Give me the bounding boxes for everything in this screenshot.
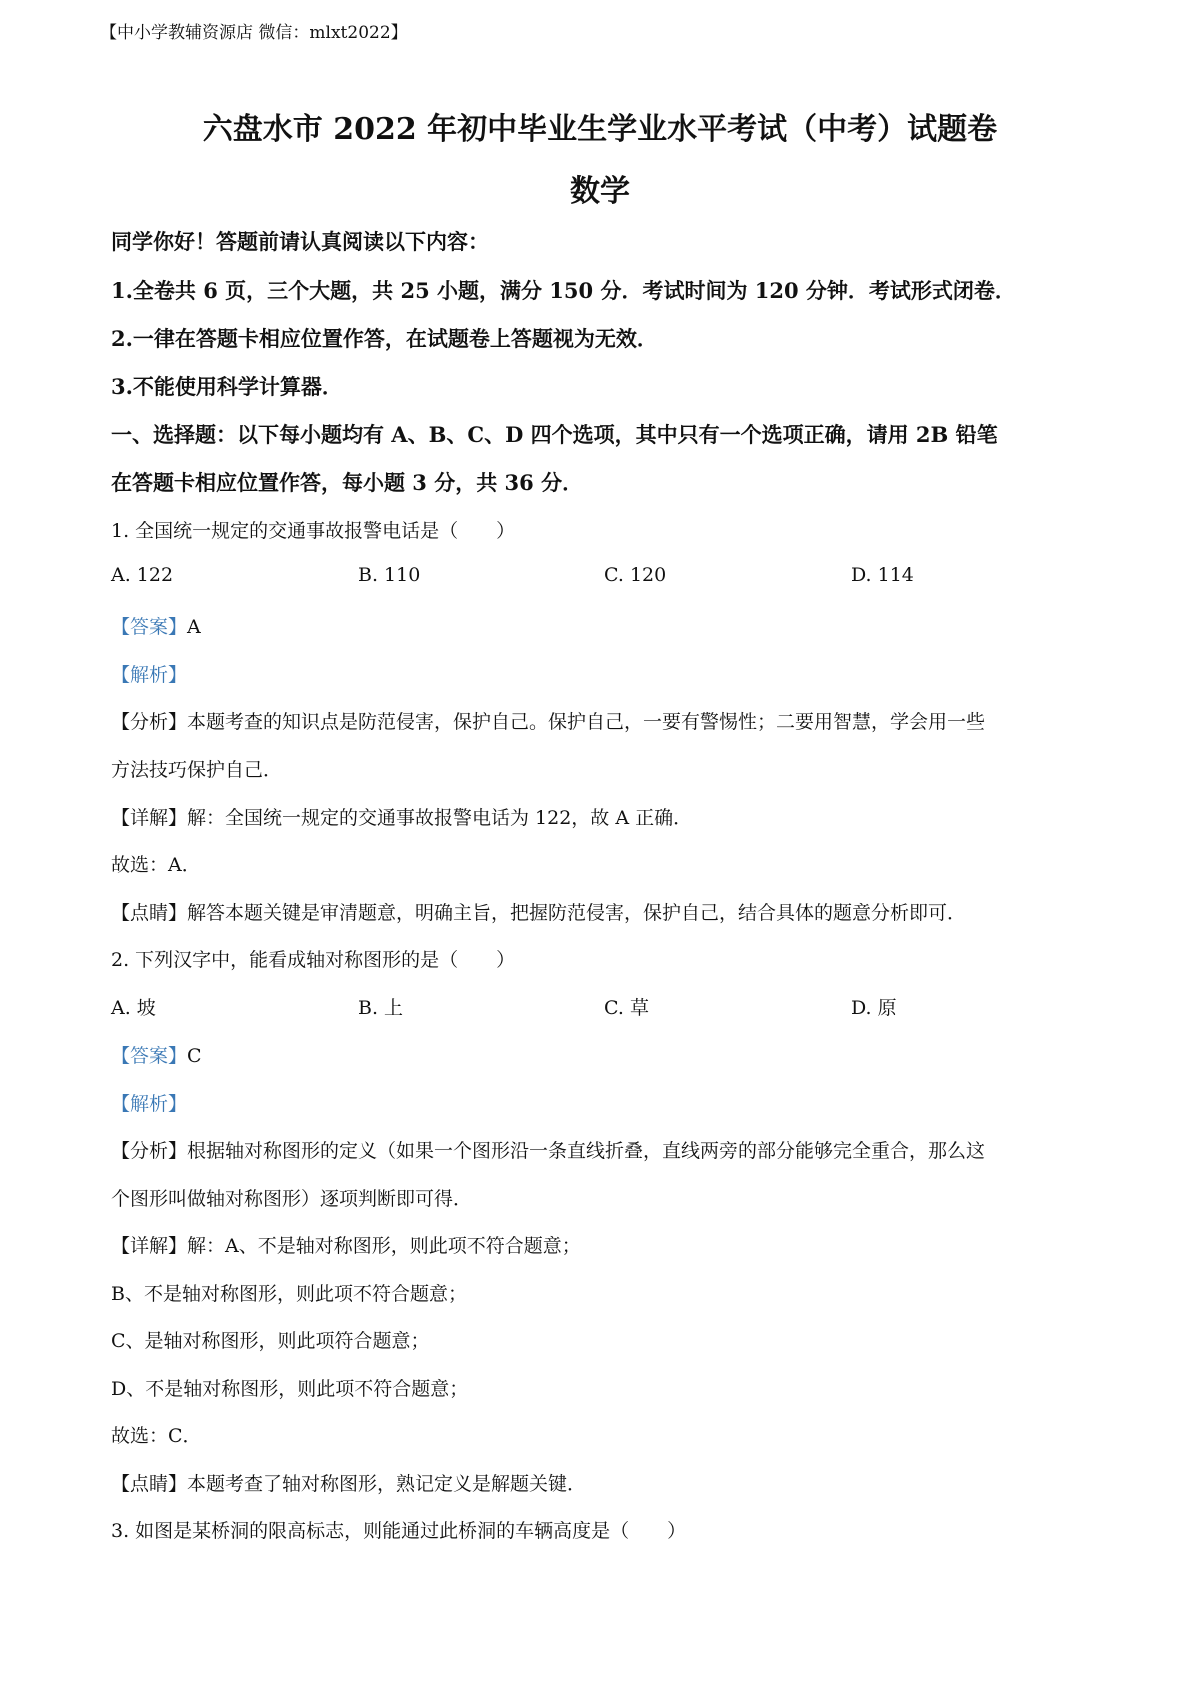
q1-option-d: D. 114 — [851, 564, 914, 586]
q1-option-c: C. 120 — [604, 564, 667, 586]
q3-stem: 3. 如图是某桥洞的限高标志，则能通过此桥洞的车辆高度是（ ） — [111, 1520, 687, 1542]
q1-option-b: B. 110 — [358, 564, 421, 586]
section1-heading-line2: 在答题卡相应位置作答，每小题 3 分，共 36 分． — [111, 470, 584, 495]
q2-dianjing: 【点睛】本题考查了轴对称图形，熟记定义是解题关键． — [111, 1473, 587, 1495]
instructions-greeting: 同学你好！答题前请认真阅读以下内容： — [111, 229, 489, 254]
q2-fenxi-line2: 个图形叫做轴对称图形）逐项判断即可得． — [111, 1188, 473, 1210]
q1-answer-line — [111, 612, 201, 639]
q2-jiexi-tag: 【解析】 — [111, 1093, 188, 1115]
q1-xiangjie: 【详解】解：全国统一规定的交通事故报警电话为 122，故 A 正确． — [111, 807, 693, 829]
instruction-item-3: 3.不能使用科学计算器． — [111, 374, 343, 399]
q2-option-d: D. 原 — [851, 997, 897, 1019]
q1-fenxi-line2: 方法技巧保护自己． — [111, 759, 283, 781]
q2-line-d: D、不是轴对称图形，则此项不符合题意； — [111, 1378, 469, 1400]
q2-answer-tag: 【答案】 — [111, 1045, 188, 1067]
instruction-item-2: 2.一律在答题卡相应位置作答，在试题卷上答题视为无效． — [111, 326, 658, 351]
q2-fenxi-line1: 【分析】根据轴对称图形的定义（如果一个图形沿一条直线折叠，直线两旁的部分能够完全重合，那么这 — [111, 1140, 986, 1162]
q1-guxuan: 故选：A． — [111, 854, 201, 876]
q2-stem: 2. 下列汉字中，能看成轴对称图形的是（ ） — [111, 949, 516, 971]
q2-line-b: B、不是轴对称图形，则此项不符合题意； — [111, 1283, 467, 1305]
q2-option-b: B. 上 — [358, 997, 404, 1019]
q1-jiexi-tag: 【解析】 — [111, 664, 188, 686]
q1-fenxi-line1: 【分析】本题考查的知识点是防范侵害，保护自己。保护自己，一要有警惕性；二要用智慧，学会用一些 — [111, 711, 986, 733]
header-note: 【中小学教辅资源店 微信：mlxt2022】 — [100, 23, 408, 43]
instruction-item-1: 1.全卷共 6 页，三个大题，共 25 小题，满分 150 分．考试时间为 120 分钟．考试形式闭卷． — [111, 278, 1016, 303]
q1-answer: A — [187, 616, 201, 638]
q2-line-c: C、是轴对称图形，则此项符合题意； — [111, 1330, 430, 1352]
q2-option-c: C. 草 — [604, 997, 649, 1019]
q2-answer: C — [187, 1045, 202, 1067]
q1-option-a: A. 122 — [111, 564, 174, 586]
q1-stem: 1. 全国统一规定的交通事故报警电话是（ ） — [111, 520, 516, 542]
exam-title: 六盘水市 2022 年初中毕业生学业水平考试（中考）试题卷 — [202, 112, 998, 147]
q2-xiangjie: 【详解】解：A、不是轴对称图形，则此项不符合题意； — [111, 1235, 581, 1257]
q1-dianjing: 【点睛】解答本题关键是审清题意，明确主旨，把握防范侵害，保护自己，结合具体的题意分析即可． — [111, 902, 967, 924]
q1-answer-tag: 【答案】 — [111, 616, 188, 638]
q2-guxuan: 故选：C． — [111, 1425, 202, 1447]
q2-answer-line — [111, 1041, 202, 1068]
subject-title: 数学 — [570, 174, 630, 209]
section1-heading-line1: 一、选择题：以下每小题均有 A、B、C、D 四个选项，其中只有一个选项正确，请用 2B 铅笔 — [111, 422, 998, 447]
q2-option-a: A. 坡 — [111, 997, 156, 1019]
